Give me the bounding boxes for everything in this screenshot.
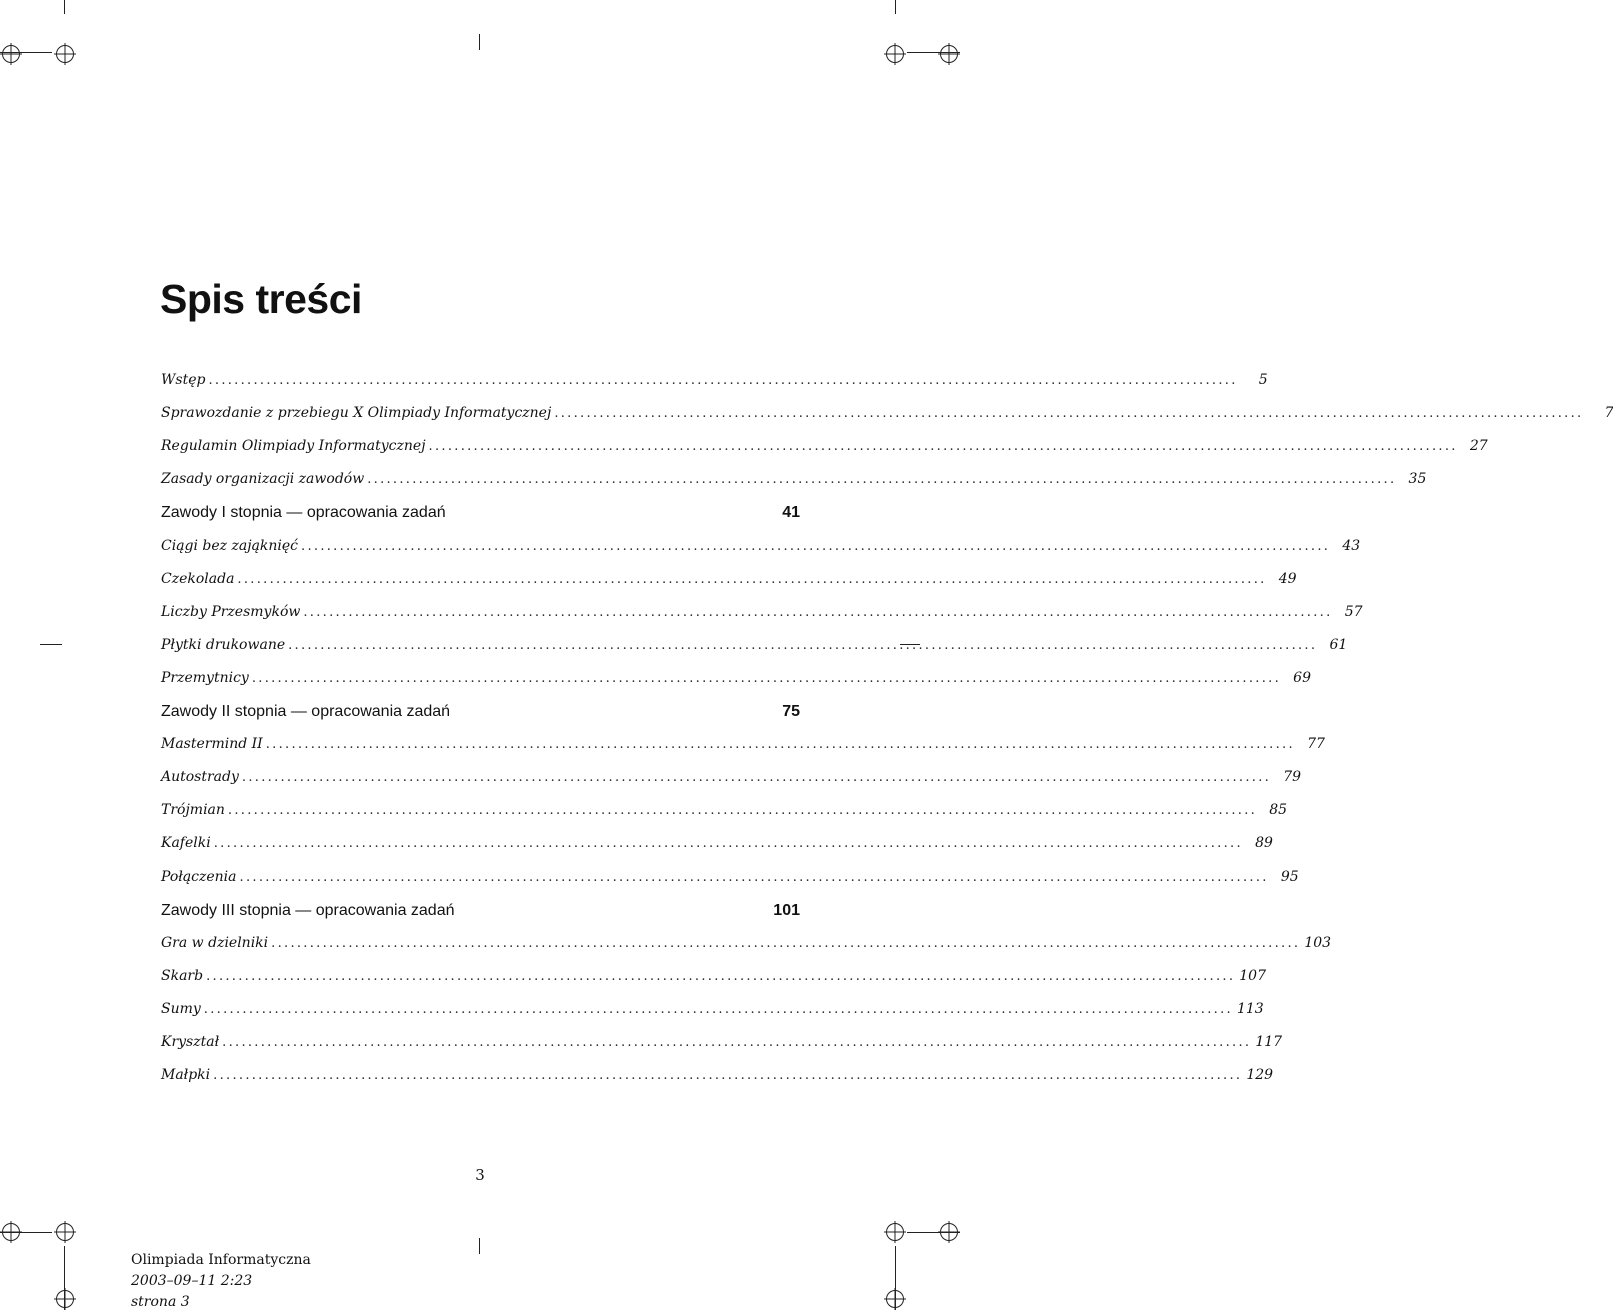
toc-dot-leader: ................................................................................................................................................................ bbox=[239, 870, 1269, 885]
toc-dot-leader: ................................................................................................................................................................ bbox=[203, 1002, 1233, 1017]
toc-dot-leader: ................................................................................................................................................................ bbox=[303, 605, 1333, 620]
toc-entry-page: 5 bbox=[1258, 372, 1268, 388]
toc-entry-title: Sumy bbox=[161, 1001, 201, 1017]
toc-entry-page: 7 bbox=[1604, 405, 1613, 421]
toc-dot-leader: ................................................................................................................................................................ bbox=[237, 572, 1267, 587]
imprint-publication: Olimpiada Informatyczna bbox=[131, 1252, 311, 1268]
registration-mark-icon bbox=[884, 1221, 906, 1243]
registration-mark-icon bbox=[938, 1221, 960, 1243]
toc-entry[interactable] bbox=[161, 869, 1299, 891]
toc-entry-title: Gra w dzielniki bbox=[161, 935, 269, 951]
toc-entry-page: 113 bbox=[1236, 1001, 1264, 1017]
toc-dot-leader: ................................................................................................................................................................ bbox=[288, 638, 1318, 653]
registration-mark-icon bbox=[0, 43, 22, 65]
toc-entry-page: 107 bbox=[1239, 968, 1266, 984]
crop-mark bbox=[479, 1238, 480, 1254]
toc-entry-title: Regulamin Olimpiady Informatycznej bbox=[161, 438, 426, 454]
toc-entry[interactable] bbox=[161, 571, 1297, 593]
toc-entry[interactable] bbox=[161, 604, 1363, 626]
toc-entry[interactable] bbox=[161, 405, 1613, 427]
toc-entry-title: Połączenia bbox=[161, 869, 237, 885]
toc-entry-page: 89 bbox=[1255, 835, 1273, 851]
toc-entry-page: 41 bbox=[782, 504, 800, 521]
toc-entry-page: 101 bbox=[773, 902, 800, 919]
toc-section-heading[interactable] bbox=[161, 703, 800, 725]
toc-entry-title: Zasady organizacji zawodów bbox=[161, 471, 365, 487]
toc-entry[interactable] bbox=[161, 968, 1266, 990]
toc-entry[interactable] bbox=[161, 1001, 1264, 1023]
toc-entry[interactable] bbox=[161, 438, 1488, 460]
toc-entry[interactable] bbox=[161, 637, 1348, 659]
toc-entry-page: 49 bbox=[1278, 571, 1297, 587]
toc-entry-page: 117 bbox=[1255, 1034, 1283, 1050]
page-number: 3 bbox=[475, 1166, 485, 1184]
toc-entry-page: 27 bbox=[1469, 438, 1488, 454]
toc-entry-title: Liczby Przesmyków bbox=[161, 604, 301, 620]
toc-entry-page: 103 bbox=[1304, 935, 1332, 951]
toc-entry[interactable] bbox=[161, 471, 1427, 493]
toc-dot-leader: ................................................................................................................................................................ bbox=[271, 936, 1301, 951]
toc-dot-leader: ................................................................................................................................................................ bbox=[428, 439, 1458, 454]
toc-entry-page: 69 bbox=[1293, 670, 1311, 686]
toc-entry-title: Zawody III stopnia — opracowania zadań bbox=[161, 902, 455, 919]
toc-dot-leader: ................................................................................................................................................................ bbox=[206, 969, 1236, 984]
imprint-timestamp: 2003–09–11 2:23 bbox=[131, 1273, 253, 1289]
toc-dot-leader: ................................................................................................................................................................ bbox=[367, 472, 1397, 487]
registration-mark-icon bbox=[884, 43, 906, 65]
toc-entry-page: 43 bbox=[1342, 538, 1361, 554]
crop-mark bbox=[479, 34, 480, 50]
registration-mark-icon bbox=[938, 43, 960, 65]
toc-entry-title: Autostrady bbox=[161, 769, 239, 785]
toc-dot-leader: ................................................................................................................................................................ bbox=[241, 770, 1272, 785]
registration-mark-icon bbox=[884, 1288, 906, 1310]
toc-dot-leader: ................................................................................................................................................................ bbox=[554, 406, 1584, 421]
toc-entry-title: Kryształ bbox=[161, 1034, 220, 1050]
toc-entry[interactable] bbox=[161, 769, 1302, 791]
toc-entry[interactable] bbox=[161, 835, 1273, 857]
toc-entry-page: 75 bbox=[782, 703, 800, 720]
registration-mark-icon bbox=[54, 1288, 76, 1310]
toc-dot-leader: ................................................................................................................................................................ bbox=[213, 836, 1243, 851]
toc-dot-leader: ................................................................................................................................................................ bbox=[265, 737, 1295, 752]
toc-entry-title: Ciągi bez zająknięć bbox=[161, 538, 299, 554]
toc-dot-leader: ................................................................................................................................................................ bbox=[222, 1035, 1252, 1050]
toc-entry-page: 35 bbox=[1408, 471, 1427, 487]
registration-mark-icon bbox=[54, 43, 76, 65]
toc-entry-page: 85 bbox=[1269, 802, 1288, 818]
toc-entry-page: 61 bbox=[1329, 637, 1348, 653]
page-title: Spis treści bbox=[160, 276, 362, 322]
toc-entry-title: Mastermind II bbox=[161, 736, 263, 752]
registration-mark-icon bbox=[0, 1221, 22, 1243]
toc-entry[interactable] bbox=[161, 736, 1325, 758]
toc-entry[interactable] bbox=[161, 538, 1361, 560]
toc-entry-title: Kafelki bbox=[161, 835, 211, 851]
toc-entry[interactable] bbox=[161, 1067, 1274, 1089]
crop-mark bbox=[64, 0, 65, 14]
toc-entry-page: 57 bbox=[1344, 604, 1363, 620]
toc-entry-title: Wstęp bbox=[161, 372, 206, 388]
toc-dot-leader: ................................................................................................................................................................ bbox=[301, 539, 1331, 554]
toc-entry-title: Trójmian bbox=[161, 802, 225, 818]
toc-entry[interactable] bbox=[161, 802, 1288, 824]
toc-entry-title: Przemytnicy bbox=[161, 670, 249, 686]
imprint-page-label: strona 3 bbox=[131, 1294, 190, 1310]
toc-entry-title: Małpki bbox=[161, 1067, 211, 1083]
registration-mark-icon bbox=[54, 1221, 76, 1243]
toc-entry-page: 129 bbox=[1246, 1067, 1274, 1083]
toc-dot-leader: ................................................................................................................................................................ bbox=[213, 1068, 1243, 1083]
toc-entry[interactable] bbox=[161, 935, 1332, 957]
toc-dot-leader: ................................................................................................................................................................ bbox=[208, 373, 1238, 388]
toc-entry-page: 79 bbox=[1283, 769, 1302, 785]
toc-entry-page: 77 bbox=[1307, 736, 1325, 752]
crop-mark bbox=[40, 644, 62, 645]
toc-entry-title: Zawody II stopnia — opracowania zadań bbox=[161, 703, 451, 720]
toc-entry[interactable] bbox=[161, 670, 1311, 692]
toc-entry[interactable] bbox=[161, 1034, 1283, 1056]
toc-entry-title: Płytki drukowane bbox=[161, 637, 286, 653]
toc-dot-leader: ................................................................................................................................................................ bbox=[251, 671, 1281, 686]
toc-section-heading[interactable] bbox=[161, 902, 800, 924]
toc-section-heading[interactable] bbox=[161, 504, 800, 526]
toc-entry-title: Czekolada bbox=[161, 571, 235, 587]
toc-entry-title: Zawody I stopnia — opracowania zadań bbox=[161, 504, 446, 521]
toc-entry-title: Skarb bbox=[161, 968, 204, 984]
toc-entry[interactable] bbox=[161, 372, 1268, 394]
crop-mark bbox=[895, 0, 896, 14]
toc-entry-page: 95 bbox=[1280, 869, 1299, 885]
toc-entry-title: Sprawozdanie z przebiegu X Olimpiady Informatycznej bbox=[161, 405, 552, 421]
toc-dot-leader: ................................................................................................................................................................ bbox=[227, 803, 1258, 818]
